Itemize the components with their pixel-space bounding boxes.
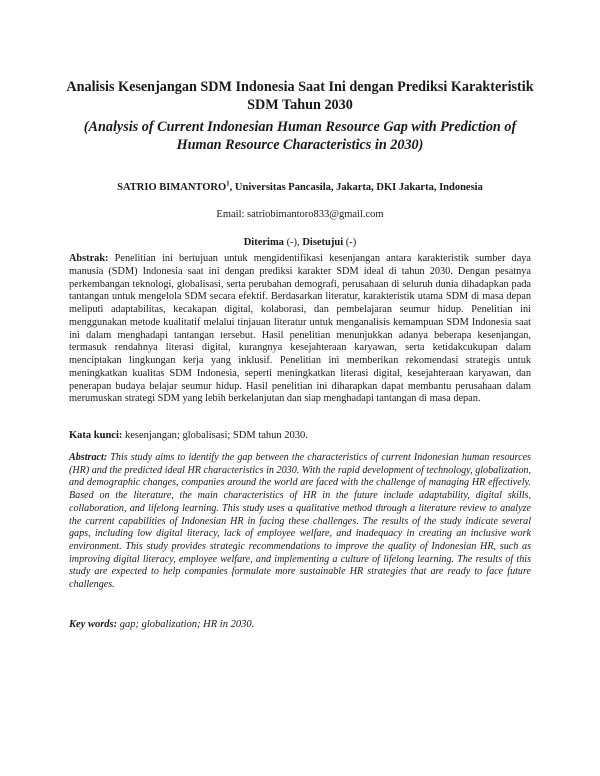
keywords-english-text: gap; globalization; HR in 2030. <box>117 619 255 630</box>
abstract-indonesian <box>69 253 531 406</box>
keywords-indonesian-text: kesenjangan; globalisasi; SDM tahun 2030. <box>122 430 308 441</box>
submission-dates <box>60 236 540 250</box>
author-name: SATRIO BIMANTORO <box>117 182 227 193</box>
abstract-english-text: This study aims to identify the gap between the characteristics of current Indonesian human resources (HR) and the predicted ideal HR characteristics in 2030. With the rapid development of technology, globalization, and demographic changes, companies around the world are faced with the challenge of managing HR effectively. Based on the literature, the main characteristics of HR in the future include adaptability, digital skills, collaboration, and lifelong learning. This study uses a qualitative method through a literature review to analyze the current capabilities of Indonesian HR in facing these challenges. The results of the study indicate several gaps, including low digital literacy, lack of employee welfare, and inadequacy in creating an inclusive work environment. This study provides strategic recommendations to improve the quality of Indonesian HR, such as improving digital literacy, employee welfare, and implementing a culture of lifelong learning. The results of this study are expected to help companies formulate more sustainable HR strategies that are ready to face future challenges. <box>69 452 531 591</box>
author-email: Email: satriobimantoro833@gmail.com <box>216 209 384 220</box>
accepted-label: Disetujui <box>302 237 344 248</box>
paper-title-english: (Analysis of Current Indonesian Human Resource Gap with Prediction of Human Resource Characteristics in 2030) <box>83 119 517 153</box>
paper-title: Analisis Kesenjangan SDM Indonesia Saat Ini dengan Prediksi Karakteristik SDM Tahun 2030 <box>66 79 534 113</box>
accepted-value: (-) <box>343 237 357 248</box>
keywords-indonesian-label: Kata kunci: <box>69 430 123 441</box>
keywords-english <box>69 618 531 631</box>
abstract-english-label: Abstract: <box>69 452 108 463</box>
received-value: (-), <box>283 237 303 248</box>
author-affiliation: , Universitas Pancasila, Jakarta, DKI Jakarta, Indonesia <box>229 182 483 193</box>
author-line <box>60 181 540 195</box>
received-label: Diterima <box>243 237 284 248</box>
abstract-indonesian-label: Abstrak: <box>69 253 109 264</box>
author-superscript: 1 <box>226 179 230 188</box>
keywords-english-label: Key words: <box>69 619 118 630</box>
keywords-indonesian <box>69 429 531 442</box>
abstract-indonesian-text: Penelitian ini bertujuan untuk mengidentifikasi kesenjangan antara karakteristik sumber daya manusia (SDM) Indonesia saat ini dengan prediksi karakter SDM ideal di tahun 2030. Dengan pesatnya perkembangan teknologi, globalisasi, serta perubahan demografi, perusahaan di seluruh dunia dihadapkan pada tantangan untuk mengelola SDM secara efektif. Berdasarkan literatur, karakteristik utama SDM di masa depan meliputi adaptabilitas, kecakapan digital, kolaborasi, dan pembelajaran seumur hidup. Penelitian ini menggunakan metode kualitatif melalui tinjauan literatur untuk menganalisis kemampuan SDM Indonesia saat ini dalam menghadapi tantangan tersebut. Hasil penelitian menunjukkan adanya beberapa kesenjangan, termasuk rendahnya literasi digital, kurangnya kesejahteraan karyawan, serta ketidakcukupan dalam menciptakan lingkungan kerja yang inklusif. Penelitian ini memberikan rekomendasi strategis untuk meningkatkan kualitas SDM Indonesia, seperti meningkatkan literasi digital, kesejahteraan karyawan, dan penerapan budaya belajar seumur hidup. Hasil penelitian ini diharapkan dapat membantu perusahaan dalam merumuskan strategi SDM yang lebih berkelanjutan dan siap menghadapi tantangan di masa depan. <box>69 253 531 405</box>
abstract-english <box>69 452 531 592</box>
